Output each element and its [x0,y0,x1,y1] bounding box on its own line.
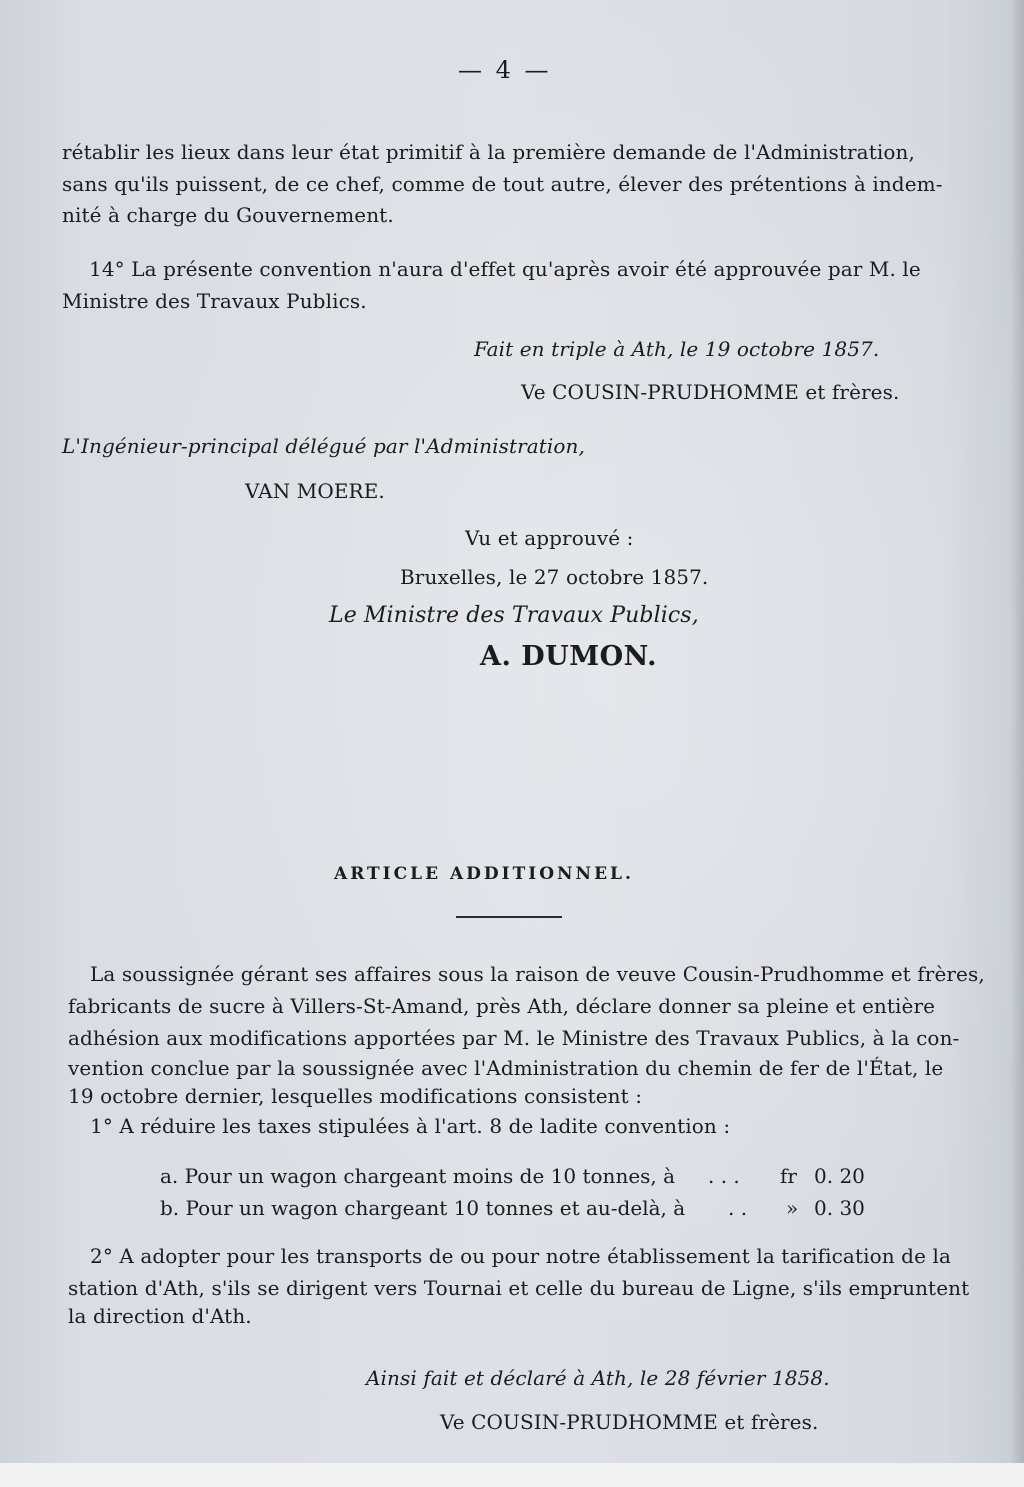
paragraph-1-line-1: rétablir les lieux dans leur état primitif à la première demande de l'Administration, [62,140,915,164]
paragraph-1-line-3: nité à charge du Gouvernement. [62,203,394,227]
rate-a-dots: . . . [708,1164,740,1188]
signing-place-date-2: Ainsi fait et déclaré à Ath, le 28 février 1858. [366,1366,830,1390]
paragraph-2-line-1: 14° La présente convention n'aura d'effet qu'après avoir été approuvée par M. le [89,257,921,281]
scan-bottom-margin [0,1463,1024,1487]
paragraph-2-line-2: Ministre des Travaux Publics. [62,289,367,313]
item-2-line-1: 2° A adopter pour les transports de ou pour notre établissement la tarification de la [90,1244,951,1268]
article-heading: ARTICLE ADDITIONNEL. [334,864,634,884]
signing-place-date-1: Fait en triple à Ath, le 19 octobre 1857. [474,337,880,361]
engineer-name: VAN MOERE. [245,479,385,503]
article-line-3: adhésion aux modifications apportées par M. le Ministre des Travaux Publics, à la con- [68,1026,960,1050]
rate-a-unit: fr [780,1164,797,1188]
engineer-title: L'Ingénieur-principal délégué par l'Administration, [62,434,585,458]
article-line-1: La soussignée gérant ses affaires sous la raison de veuve Cousin-Prudhomme et frères, [90,962,985,986]
article-line-2: fabricants de sucre à Villers-St-Amand, près Ath, déclare donner sa pleine et entière [68,994,936,1018]
article-line-5: 19 octobre dernier, lesquelles modifications consistent : [68,1084,643,1108]
minister-title: Le Ministre des Travaux Publics, [329,603,699,628]
rate-b-dots: . . [728,1196,748,1220]
rate-a-label: a. Pour un wagon chargeant moins de 10 tonnes, à [160,1164,676,1188]
rate-b-label: b. Pour un wagon chargeant 10 tonnes et au-delà, à [160,1196,686,1220]
signatory-1: Ve COUSIN-PRUDHOMME et frères. [521,380,900,404]
minister-name: A. DUMON. [480,641,657,672]
signatory-2: Ve COUSIN-PRUDHOMME et frères. [440,1410,819,1434]
approval-place-date: Bruxelles, le 27 octobre 1857. [400,565,709,589]
article-line-4: vention conclue par la soussignée avec l'Administration du chemin de fer de l'État, le [68,1056,944,1080]
rate-a-amount: 0. 20 [814,1164,865,1188]
item-1: 1° A réduire les taxes stipulées à l'art. 8 de ladite convention : [90,1114,731,1138]
rate-b-amount: 0. 30 [814,1196,865,1220]
heading-rule [456,916,562,918]
rate-b-unit: » [786,1196,799,1220]
item-2-line-3: la direction d'Ath. [68,1304,252,1328]
page-edge-shadow [1010,0,1024,1487]
item-2-line-2: station d'Ath, s'ils se dirigent vers Tournai et celle du bureau de Ligne, s'ils empruntent [68,1276,970,1300]
paragraph-1-line-2: sans qu'ils puissent, de ce chef, comme de tout autre, élever des prétentions à indem- [62,172,943,196]
approval-statement: Vu et approuvé : [465,526,634,550]
page-number: — 4 — [458,56,552,84]
